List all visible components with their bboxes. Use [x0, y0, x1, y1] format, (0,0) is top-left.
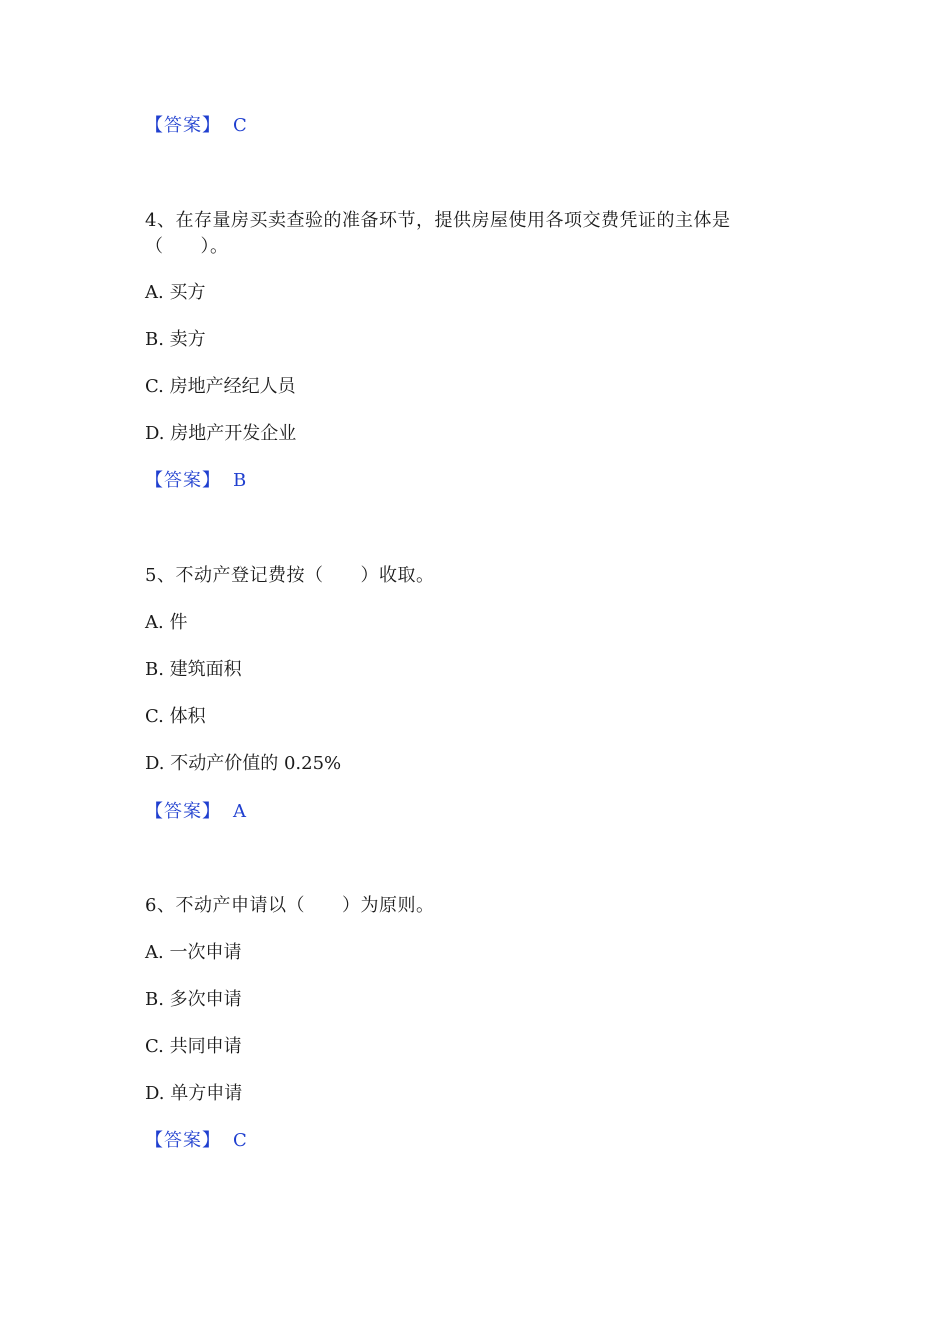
- answer-value: B: [233, 470, 247, 491]
- q6-option-c: C. 共同申请: [145, 1036, 242, 1057]
- answer-value: C: [233, 115, 247, 136]
- q6-option-b: B. 多次申请: [145, 989, 242, 1010]
- q4-stem-line1: 4、在存量房买卖查验的准备环节，提供房屋使用各项交费凭证的主体是: [145, 210, 731, 231]
- q4-answer: [145, 469, 246, 493]
- q4-option-b: B. 卖方: [145, 329, 206, 350]
- q6-answer: [145, 1129, 247, 1153]
- q4-option-c: C. 房地产经纪人员: [145, 376, 296, 397]
- answer-label: 【答案】: [145, 115, 221, 136]
- answer-value: A: [233, 801, 246, 822]
- q4-option-a: A. 买方: [145, 282, 206, 303]
- q5-answer: [145, 800, 246, 824]
- answer-label: 【答案】: [145, 470, 221, 491]
- q4-stem-line2: （ ）。: [145, 236, 229, 257]
- q6-option-d: D. 单方申请: [145, 1083, 243, 1104]
- answer-label: 【答案】: [145, 801, 221, 822]
- q4-option-d: D. 房地产开发企业: [145, 423, 297, 444]
- q5-option-a: A. 件: [145, 612, 188, 633]
- q6-option-a: A. 一次申请: [145, 942, 242, 963]
- answer-label: 【答案】: [145, 1130, 221, 1151]
- q5-option-b: B. 建筑面积: [145, 659, 242, 680]
- q5-option-d: D. 不动产价值的 0.25%: [145, 753, 342, 774]
- q3-answer: [145, 114, 247, 138]
- q5-option-c: C. 体积: [145, 706, 206, 727]
- q5-stem: 5、不动产登记费按（ ）收取。: [145, 565, 435, 586]
- answer-value: C: [233, 1130, 247, 1151]
- q6-stem: 6、不动产申请以（ ）为原则。: [145, 895, 435, 916]
